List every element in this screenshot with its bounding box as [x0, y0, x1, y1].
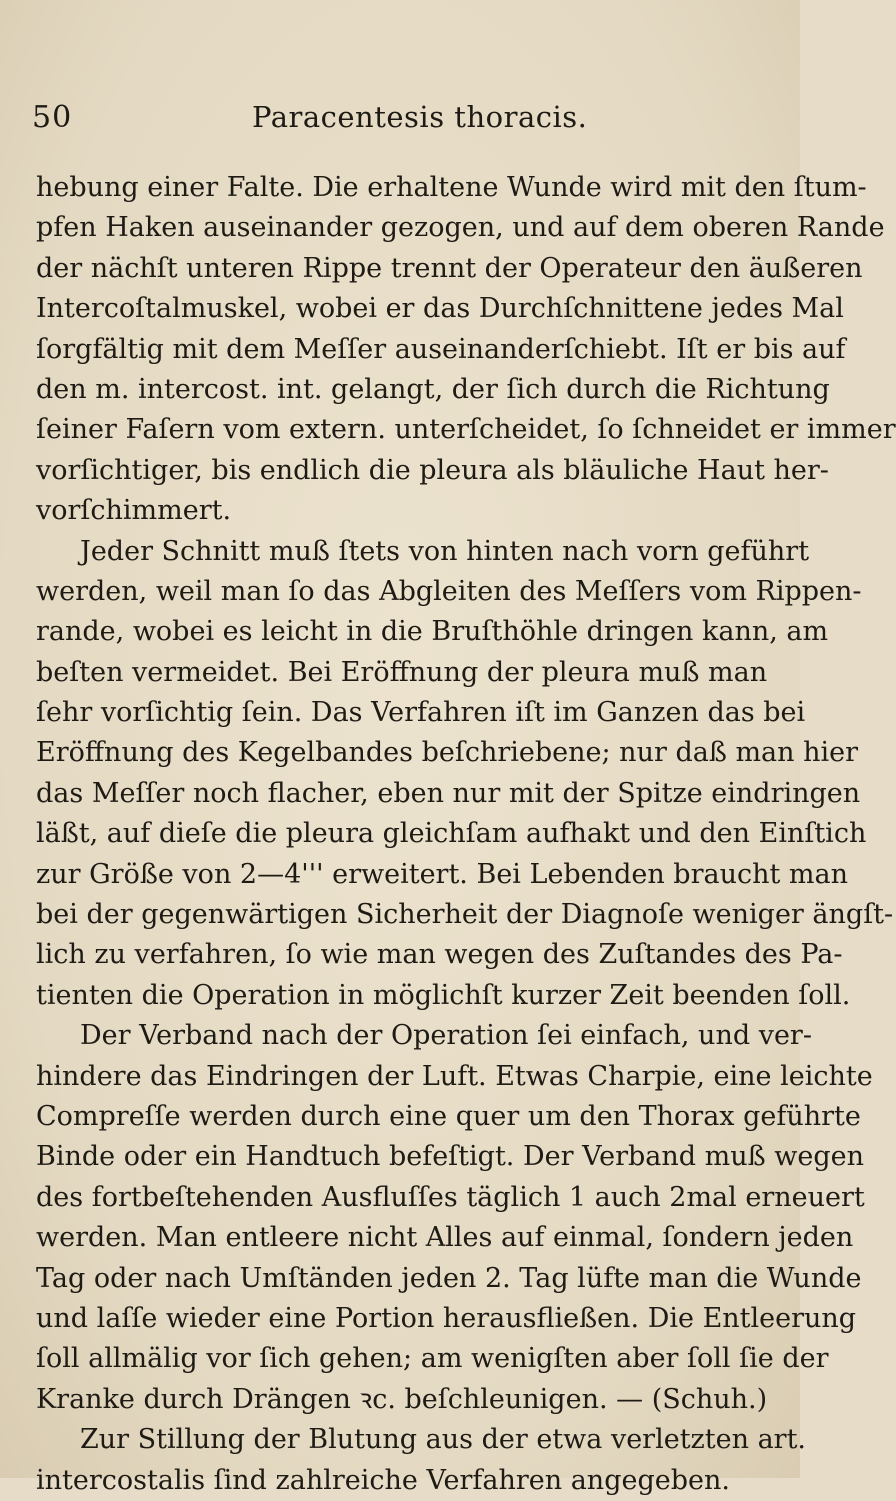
- text-line: Intercoſtalmuskel, wobei er das Durchſchnittene jedes Mal: [36, 293, 844, 325]
- body-text: [36, 168, 896, 1501]
- text-line: Kranke durch Drängen ꝛc. beſchleunigen. — (Schuh.): [36, 1383, 768, 1415]
- text-line: Jeder Schnitt muß ſtets von hinten nach vorn geführt: [80, 535, 810, 567]
- text-line: hebung einer Falte. Die erhaltene Wunde wird mit den ſtum-: [36, 172, 867, 203]
- text-line: Tag oder nach Umſtänden jeden 2. Tag lüfte man die Wunde: [36, 1262, 862, 1294]
- text-line: und laſſe wieder eine Portion herausfließen. Die Entleerung: [36, 1302, 857, 1334]
- text-line: der nächſt unteren Rippe trennt der Operateur den äußeren: [36, 252, 863, 284]
- text-line: pfen Haken auseinander gezogen, und auf dem oberen Rande: [36, 212, 885, 244]
- page-header: [32, 100, 768, 140]
- text-line: ſorgfältig mit dem Meſſer auseinanderſchiebt. Iſt er bis auf: [36, 333, 846, 365]
- text-line: Eröffnung des Kegelbandes beſchriebene; nur daß man hier: [36, 737, 859, 769]
- text-line: zur Größe von 2—4''' erweitert. Bei Lebenden braucht man: [36, 858, 849, 890]
- text-line: tienten die Operation in möglichſt kurzer Zeit beenden ſoll.: [36, 979, 851, 1011]
- text-line: ſeiner Faſern vom extern. unterſcheidet, ſo ſchneidet er immer: [36, 414, 896, 446]
- text-line: vorſchimmert.: [36, 495, 232, 527]
- text-line: ſehr vorſichtig ſein. Das Verfahren iſt im Ganzen das bei: [36, 697, 806, 729]
- text-line: läßt, auf dieſe die pleura gleichſam aufhakt und den Einſtich: [36, 818, 867, 850]
- text-line: den m. intercost. int. gelangt, der ſich durch die Richtung: [36, 373, 830, 405]
- text-line: Der Verband nach der Operation ſei einfach, und ver-: [80, 1020, 812, 1052]
- text-line: werden. Man entleere nicht Alles auf einmal, ſondern jeden: [36, 1222, 854, 1254]
- text-line: das Meſſer noch flacher, eben nur mit der Spitze eindringen: [36, 777, 861, 809]
- text-line: beſten vermeidet. Bei Eröffnung der pleura muß man: [36, 656, 768, 688]
- text-line: intercostalis ſind zahlreiche Verfahren angegeben.: [36, 1464, 730, 1496]
- text-line: lich zu verfahren, ſo wie man wegen des Zuſtandes des Pa-: [36, 939, 843, 971]
- text-line: werden, weil man ſo das Abgleiten des Meſſers vom Rippen-: [36, 575, 862, 607]
- text-line: ſoll allmälig vor ſich gehen; am wenigſten aber ſoll ſie der: [36, 1343, 829, 1375]
- text-line: bei der gegenwärtigen Sicherheit der Diagnoſe weniger ängſt-: [36, 899, 894, 931]
- text-line: Zur Stillung der Blutung aus der etwa verletzten art.: [80, 1424, 807, 1456]
- text-line: Binde oder ein Handtuch befeſtigt. Der Verband muß wegen: [36, 1141, 864, 1173]
- text-line: rande, wobei es leicht in die Bruſthöhle dringen kann, am: [36, 616, 829, 648]
- text-line: des fortbeſtehenden Ausfluſſes täglich 1 auch 2mal erneuert: [36, 1181, 865, 1213]
- running-title: Paracentesis thoracis.: [252, 100, 588, 134]
- text-line: Compreſſe werden durch eine quer um den Thorax geführte: [36, 1100, 861, 1132]
- text-line: hindere das Eindringen der Luft. Etwas Charpie, eine leichte: [36, 1060, 873, 1092]
- page-number: 50: [32, 100, 73, 135]
- text-line: vorſichtiger, bis endlich die pleura als bläuliche Haut her-: [36, 454, 829, 486]
